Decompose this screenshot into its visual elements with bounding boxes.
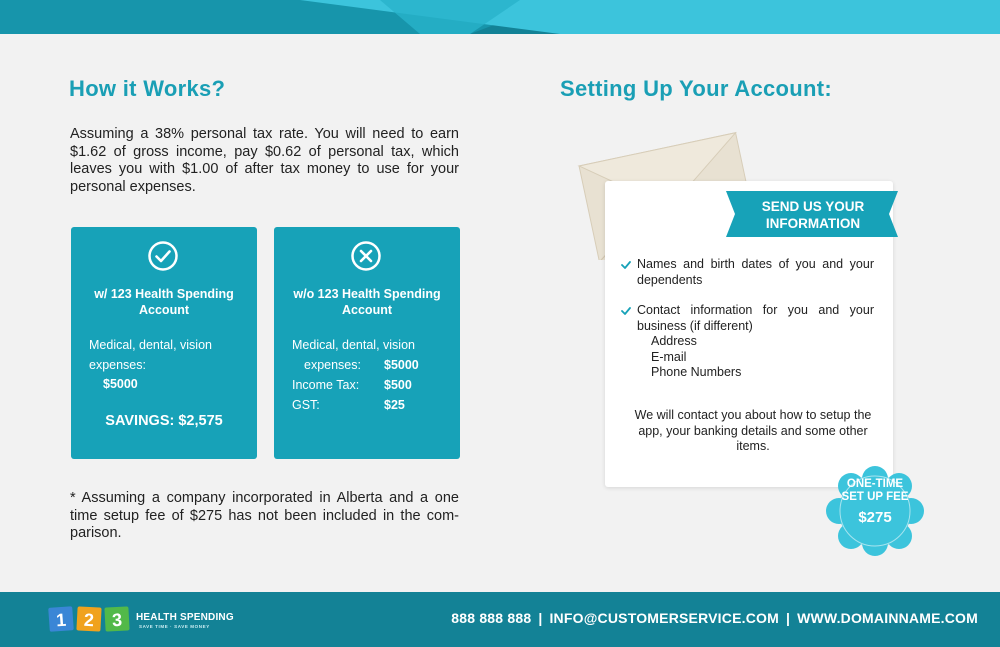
brand-tagline: SAVE TIME · SAVE MONEY xyxy=(139,624,210,629)
separator: | xyxy=(785,610,791,626)
savings-total: SAVINGS: $2,575 xyxy=(105,413,223,429)
with-account-card xyxy=(71,227,257,459)
row-label: Income Tax: xyxy=(292,378,360,392)
row-value: $5000 xyxy=(384,358,419,372)
checkmark-icon xyxy=(621,261,631,269)
contact-note: We will contact you about how to setup the app, your banking details and some other items. xyxy=(634,408,872,453)
ribbon-title: SEND US YOUR INFORMATION xyxy=(761,199,865,231)
sub-item-phone: Phone Numbers xyxy=(651,365,742,379)
row-value: $25 xyxy=(384,398,405,412)
card-title: w/o 123 Health Spending Account xyxy=(293,287,441,317)
phone-link[interactable]: 888 888 888 xyxy=(451,610,532,626)
footer-contact xyxy=(451,610,978,626)
check-circle-icon xyxy=(147,240,179,272)
card-line: Medical, dental, vision xyxy=(292,338,415,352)
card-line: Medical, dental, vision xyxy=(89,338,212,352)
without-account-card xyxy=(274,227,460,459)
card-amount: $5000 xyxy=(103,377,138,391)
badge-label: ONE-TIME SET UP FEE xyxy=(841,478,909,503)
how-it-works-heading: How it Works? xyxy=(69,76,226,101)
svg-text:1: 1 xyxy=(55,609,67,631)
badge-price: $275 xyxy=(858,509,892,526)
sub-item-address: Address xyxy=(651,334,697,348)
sub-item-email: E-mail xyxy=(651,350,687,364)
card-title: w/ 123 Health Spending Account xyxy=(94,287,234,317)
setup-account-heading: Setting Up Your Account: xyxy=(560,76,833,101)
brand-name: HEALTH SPENDING xyxy=(136,612,234,623)
card-line: expenses: xyxy=(89,358,146,372)
row-label: GST: xyxy=(292,398,320,412)
svg-text:2: 2 xyxy=(83,609,95,631)
email-link[interactable]: INFO@CUSTOMERSERVICE.COM xyxy=(549,610,779,626)
logo-icon xyxy=(47,604,131,634)
separator: | xyxy=(538,610,543,626)
how-it-works-intro: Assuming a 38% personal tax rate. You will need to earn $1.62 of gross income, pay $0.62 of personal tax, which leaves you with $1.00 of after tax money to use for your personal expenses. xyxy=(70,126,459,195)
footnote: * Assuming a company incorporated in Alberta and a one time setup fee of $275 has not been included in the com-parison. xyxy=(70,490,459,541)
svg-text:3: 3 xyxy=(111,609,123,631)
info-item-names: Names and birth dates of you and your dependents xyxy=(637,257,874,287)
checkmark-icon xyxy=(621,307,631,315)
top-decorative-band xyxy=(0,0,1000,34)
info-item-contact: Contact information for you and your business (if different) xyxy=(637,303,874,333)
website-link[interactable]: WWW.DOMAINNAME.COM xyxy=(797,610,978,626)
row-label: expenses: xyxy=(304,358,361,372)
row-value: $500 xyxy=(384,378,412,392)
x-circle-icon xyxy=(350,240,382,272)
